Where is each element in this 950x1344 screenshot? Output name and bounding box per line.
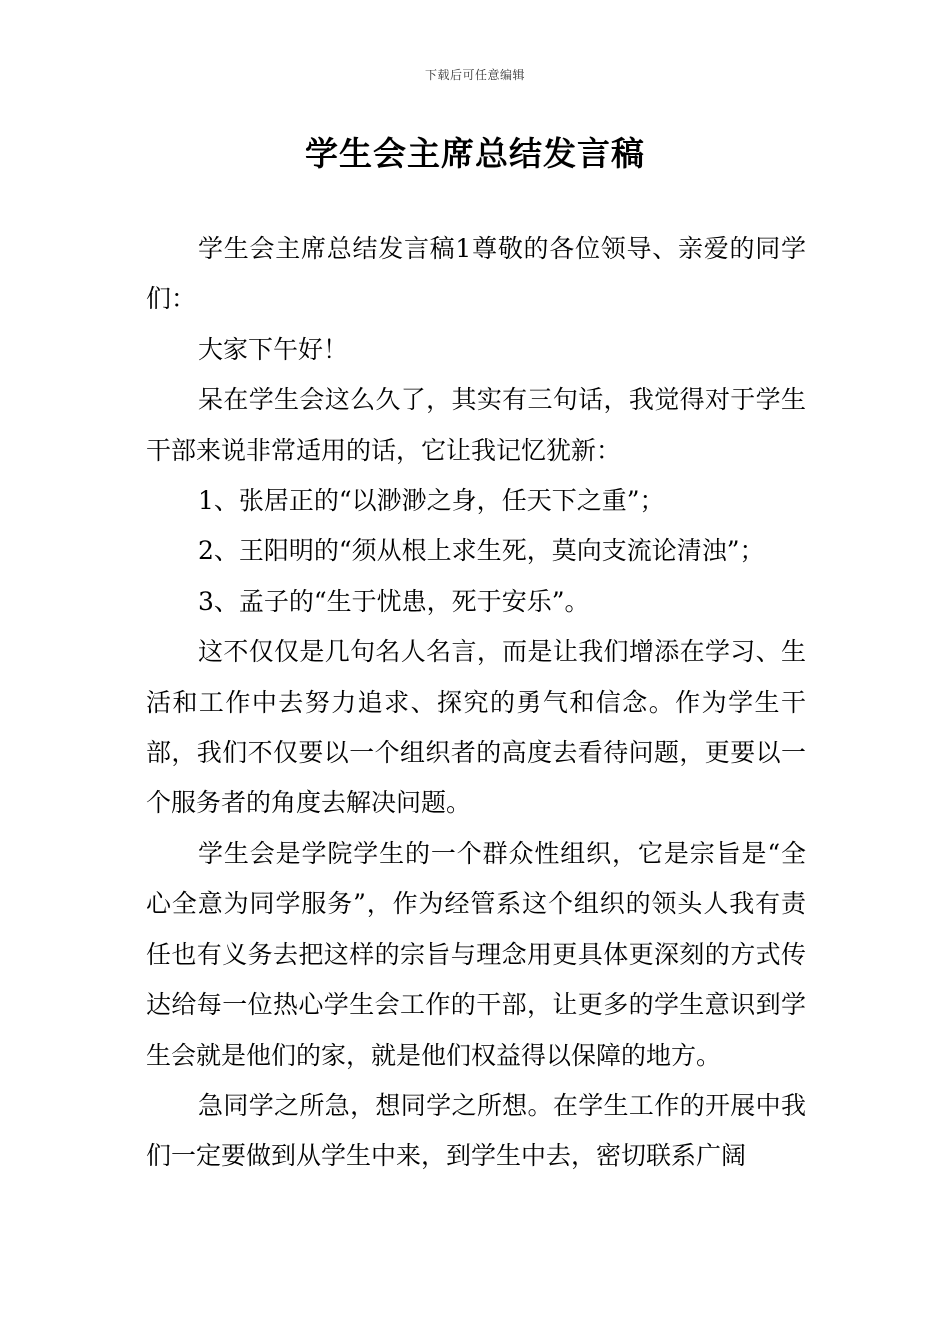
paragraph: 1、张居正的“以渺渺之身，任天下之重”；	[198, 486, 665, 516]
paragraph: 2、王阳明的“须从根上求生死，莫向支流论清浊”；	[198, 536, 765, 566]
paragraph: 这不仅仅是几句名人名言，而是让我们增添在学习、生活和工作中去努力追求、探究的勇气和信念。作为学生干部，我们不仅要以一个组织者的高度去看待问题，更要以一个服务者的角度去解决问题。	[146, 637, 806, 818]
document-body	[146, 224, 806, 1182]
document-title: 学生会主席总结发言稿	[305, 134, 645, 173]
paragraph: 学生会是学院学生的一个群众性组织，它是宗旨是“全心全意为同学服务”，作为经管系这个组织的领头人我有责任也有义务去把这样的宗旨与理念用更具体更深刻的方式传达给每一位热心学生会工作的干部，让更多的学生意识到学生会就是他们的家，就是他们权益得以保障的地方。	[146, 838, 806, 1070]
paragraph: 呆在学生会这么久了，其实有三句话，我觉得对于学生干部来说非常适用的话，它让我记忆犹新：	[146, 385, 806, 465]
paragraph: 学生会主席总结发言稿1尊敬的各位领导、亲爱的同学们：	[146, 234, 806, 314]
paragraph: 大家下午好！	[198, 334, 349, 364]
header-note: 下载后可任意编辑	[424, 68, 525, 82]
paragraph: 3、孟子的“生于忧患，死于安乐”。	[198, 586, 590, 616]
paragraph: 急同学之所急，想同学之所想。在学生工作的开展中我们一定要做到从学生中来，到学生中去，密切联系广阔	[146, 1090, 806, 1171]
